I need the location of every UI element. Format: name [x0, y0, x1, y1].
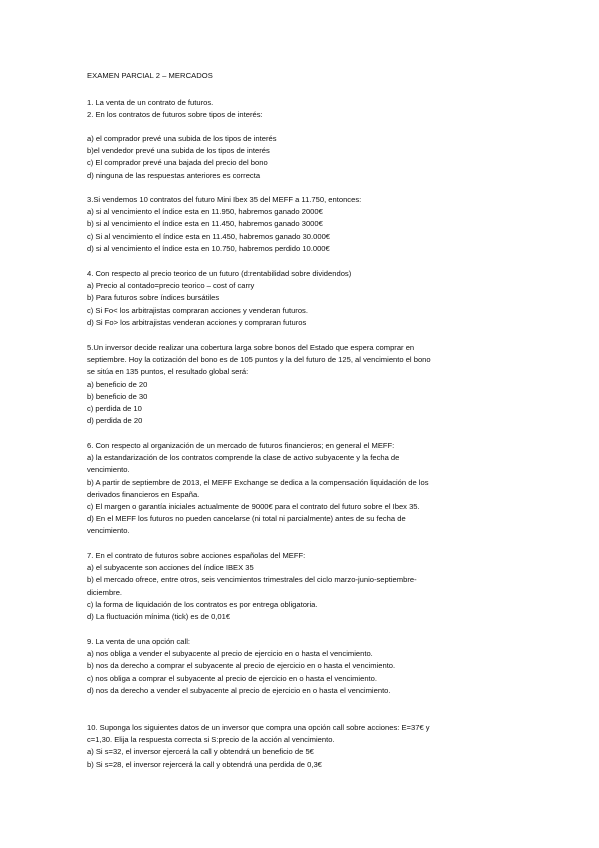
- question-block: [87, 342, 511, 427]
- question-line: septiembre. Hoy la cotización del bono es de 105 puntos y la del futuro de 125, al vencimiento el bono: [87, 355, 431, 365]
- question-line: c) la forma de liquidación de los contratos es por entrega obligatoria.: [87, 599, 318, 609]
- question-text: 6. Con respecto al organización de un mercado de futuros financieros; en general el MEFF:: [87, 441, 395, 450]
- question-block: [87, 722, 511, 771]
- question-line: b)el vendedor prevé una subida de los tipos de interés: [87, 146, 270, 156]
- question-line: 2. En los contratos de futuros sobre tipos de interés:: [87, 110, 263, 120]
- question-block: [87, 268, 511, 329]
- question-line: c) perdida de 10: [87, 404, 142, 414]
- question-block: [87, 636, 511, 697]
- question-line: b) Si s=28, el inversor rejercerá la call y obtendrá una perdida de 0,3€: [87, 759, 322, 769]
- question-block: [87, 194, 511, 255]
- question-text: 10. Suponga los siguientes datos de un inversor que compra una opción call sobre acciones: E=37€ y: [87, 723, 430, 732]
- question-text: a) el comprador prevé una subida de los tipos de interés: [87, 134, 277, 143]
- question-block: [87, 550, 511, 623]
- question-block: [87, 133, 511, 182]
- question-line: b) beneficio de 30: [87, 391, 148, 401]
- question-text: 9. La venta de una opción call:: [87, 637, 191, 646]
- question-line: a) nos obliga a vender el subyacente al precio de ejercicio en o hasta el vencimiento.: [87, 649, 373, 659]
- question-line: a) el subyacente son acciones del índice IBEX 35: [87, 563, 254, 573]
- question-line: d) perdida de 20: [87, 416, 143, 426]
- question-line: b) el mercado ofrece, entre otros, seis vencimientos trimestrales del ciclo marzo-junio-septiembre-: [87, 575, 417, 585]
- question-text: 4. Con respecto al precio teorico de un futuro (d:rentabilidad sobre dividendos): [87, 269, 352, 278]
- question-line: a) Si s=32, el inversor ejercerá la call y obtendrá un beneficio de 5€: [87, 747, 314, 757]
- question-text: 7. En el contrato de futuros sobre acciones españolas del MEFF:: [87, 551, 306, 560]
- exam-title: EXAMEN PARCIAL 2 – MERCADOS: [87, 71, 213, 80]
- question-line: c=1,30. Elija la respuesta correcta si S:precio de la acción al vencimiento.: [87, 735, 335, 745]
- question-line: a) la estandarización de los contratos comprende la clase de activo subyacente y la fecha de: [87, 453, 400, 463]
- question-text: 3.Si vendemos 10 contratos del futuro Mini Ibex 35 del MEFF a 11.750, entonces:: [87, 195, 362, 204]
- question-line: c) El comprador prevé una bajada del precio del bono: [87, 158, 268, 168]
- question-text: 5.Un inversor decide realizar una cobertura larga sobre bonos del Estado que espera comprar en: [87, 343, 415, 352]
- question-line: a) si al vencimiento el índice esta en 11.950, habremos ganado 2000€: [87, 207, 323, 217]
- question-line: b) Para futuros sobre índices bursátiles: [87, 293, 220, 303]
- question-block: [87, 440, 511, 538]
- question-line: derivados financieros en España.: [87, 489, 200, 499]
- question-line: d) ninguna de las respuestas anteriores es correcta: [87, 170, 261, 180]
- question-line: c) Si al vencimiento el índice esta en 11.450, habremos ganado 30.000€: [87, 231, 331, 241]
- question-line: a) beneficio de 20: [87, 379, 148, 389]
- question-line: vencimiento.: [87, 465, 130, 475]
- question-text: 1. La venta de un contrato de futuros.: [87, 98, 214, 107]
- question-line: diciembre.: [87, 587, 123, 597]
- question-line: c) Si Fo< los arbitrajistas compraran acciones y venderan futuros.: [87, 305, 308, 315]
- question-line: b) si al vencimiento el índice esta en 11.450, habremos ganado 3000€: [87, 219, 323, 229]
- question-line: d) Si Fo> los arbitrajistas venderan acciones y compraran futuros: [87, 317, 307, 327]
- question-line: d) En el MEFF los futuros no pueden cancelarse (ni total ni parcialmente) antes de su fecha de: [87, 514, 406, 524]
- question-line: c) nos obliga a comprar el subyacente al precio de ejercicio en o hasta el vencimiento.: [87, 673, 377, 683]
- question-block: [87, 97, 511, 121]
- question-line: d) si al vencimiento el índice esta en 10.750, habremos perdido 10.000€: [87, 243, 330, 253]
- question-line: d) La fluctuación mínima (tick) es de 0,01€: [87, 612, 231, 622]
- question-line: a) Precio al contado=precio teorico – cost of carry: [87, 281, 255, 291]
- question-line: se sitúa en 135 puntos, el resultado global será:: [87, 367, 249, 377]
- question-line: vencimiento.: [87, 526, 130, 536]
- question-line: b) A partir de septiembre de 2013, el MEFF Exchange se dedica a la compensación liquidación de los: [87, 477, 429, 487]
- question-line: b) nos da derecho a comprar el subyacente al precio de ejercicio en o hasta el vencimiento.: [87, 661, 396, 671]
- question-line: c) El margen o garantía iniciales actualmente de 9000€ para el contrato del futuro sobre el Ibex 35.: [87, 502, 420, 512]
- question-line: d) nos da derecho a vender el subyacente al precio de ejercicio en o hasta el vencimiento.: [87, 685, 391, 695]
